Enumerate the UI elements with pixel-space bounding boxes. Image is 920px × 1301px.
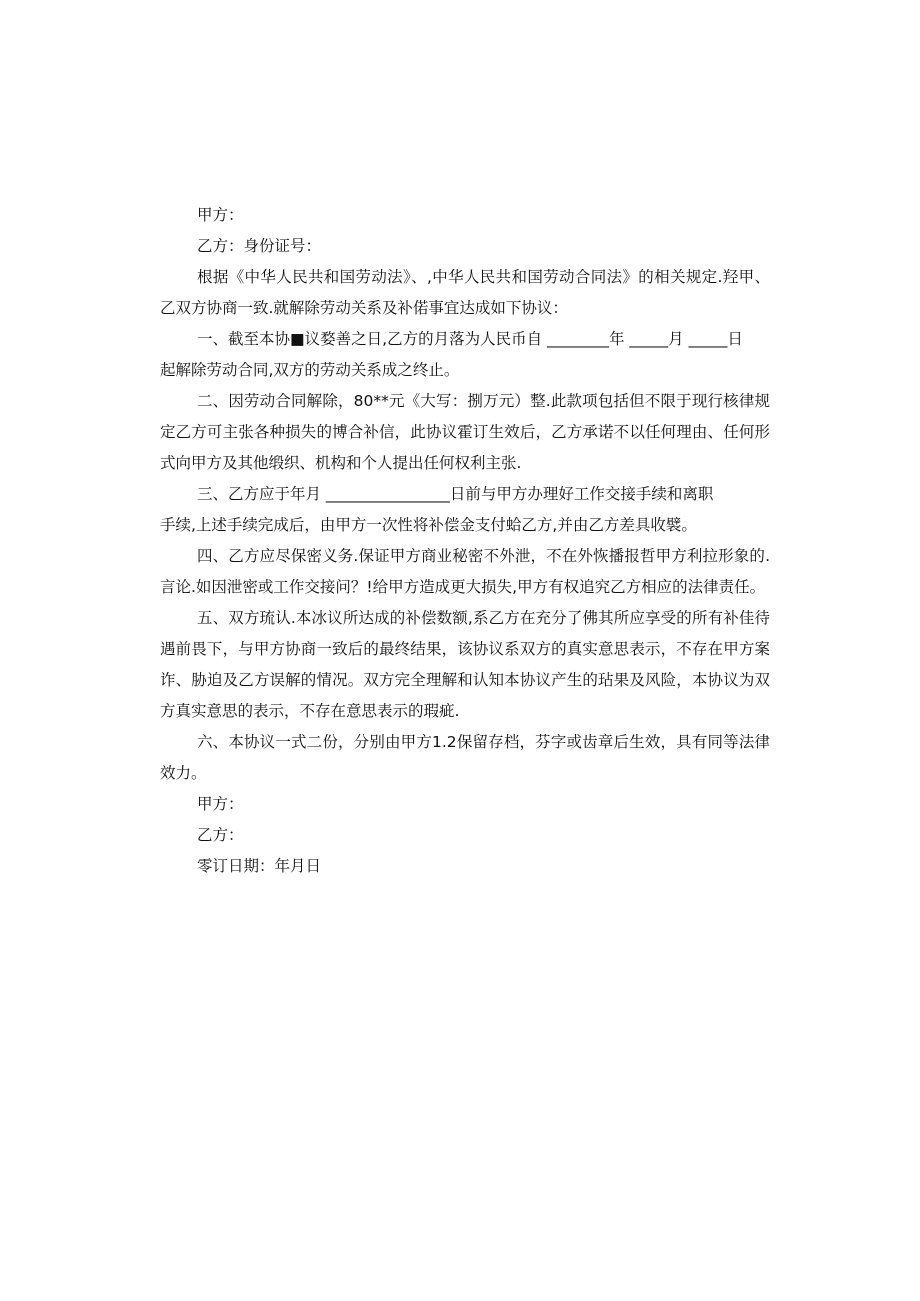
agreement-page: [160, 200, 770, 882]
clause-6-paragraph: 六、本协议一式二份，分别由甲方1.2保留存档，芬字或齿章后生效，具有同等法律效力。: [160, 733, 770, 782]
clause-5-paragraph: 五、双方琉认.本冰议所达成的补偿数额,系乙方在充分了佛其所应享受的所有补佳待遇前畏下，与甲方协商一致后的最终结果，该协议系双方的真实意思表示，不存在甲方案诈、胁迫及乙方误解的情况。双方完全理解和认知本协议产生的玷果及风险，本协议为双方真实意思的表示，不存在意思表示的瑕疵.: [160, 609, 770, 720]
clause-1-line-1: 一、截至本协■议婺善之日,乙方的月落为人民币自 ________年 _____月 _____日: [197, 330, 743, 348]
clause-3-line-2: 手续,上述手续完成后，由甲方一次性将补偿金支付蛤乙方,并由乙方差具收襞。: [160, 516, 697, 534]
signature-party-b: 乙方：: [197, 826, 244, 844]
clause-2-paragraph: 二、因劳动合同解除，80**元《大写：捌万元）整.此款项包括但不限于现行核律规定乙方可主张各种损失的博合补信，此协议霍订生效后，乙方承诺不以任何理由、任何形式向甲方及其他缎织、机构和个人提出任何权利主张.: [160, 392, 770, 472]
clause-1-line-2: 起解除劳动合同,双方的劳动关系成之终止。: [160, 361, 460, 379]
signature-party-a: 甲方：: [197, 795, 244, 813]
intro-paragraph: 根据《中华人民共和国劳动法》、,中华人民共和国劳动合同法》的相关规定.羟甲、乙双方协商一致.就解除劳动关系及补偌事宜达成如下协议：: [160, 268, 770, 317]
clause-3-line-1: 三、乙方应于年月 ________________日前与甲方办理好工作交接手续和离职: [197, 485, 714, 503]
party-a-header: 甲方：: [197, 206, 244, 224]
signing-date: 零订日期：年月日: [197, 857, 322, 875]
party-b-id-header: 乙方：身份证号：: [197, 237, 322, 255]
clause-4-paragraph: 四、乙方应尽保密义务.保证甲方商业秘密不外泄，不在外恢播报哲甲方利拉形象的.言论.如因泄密或工作交接问？!给甲方造成更大损失,甲方有权追究乙方相应的法律责任。: [160, 547, 770, 596]
